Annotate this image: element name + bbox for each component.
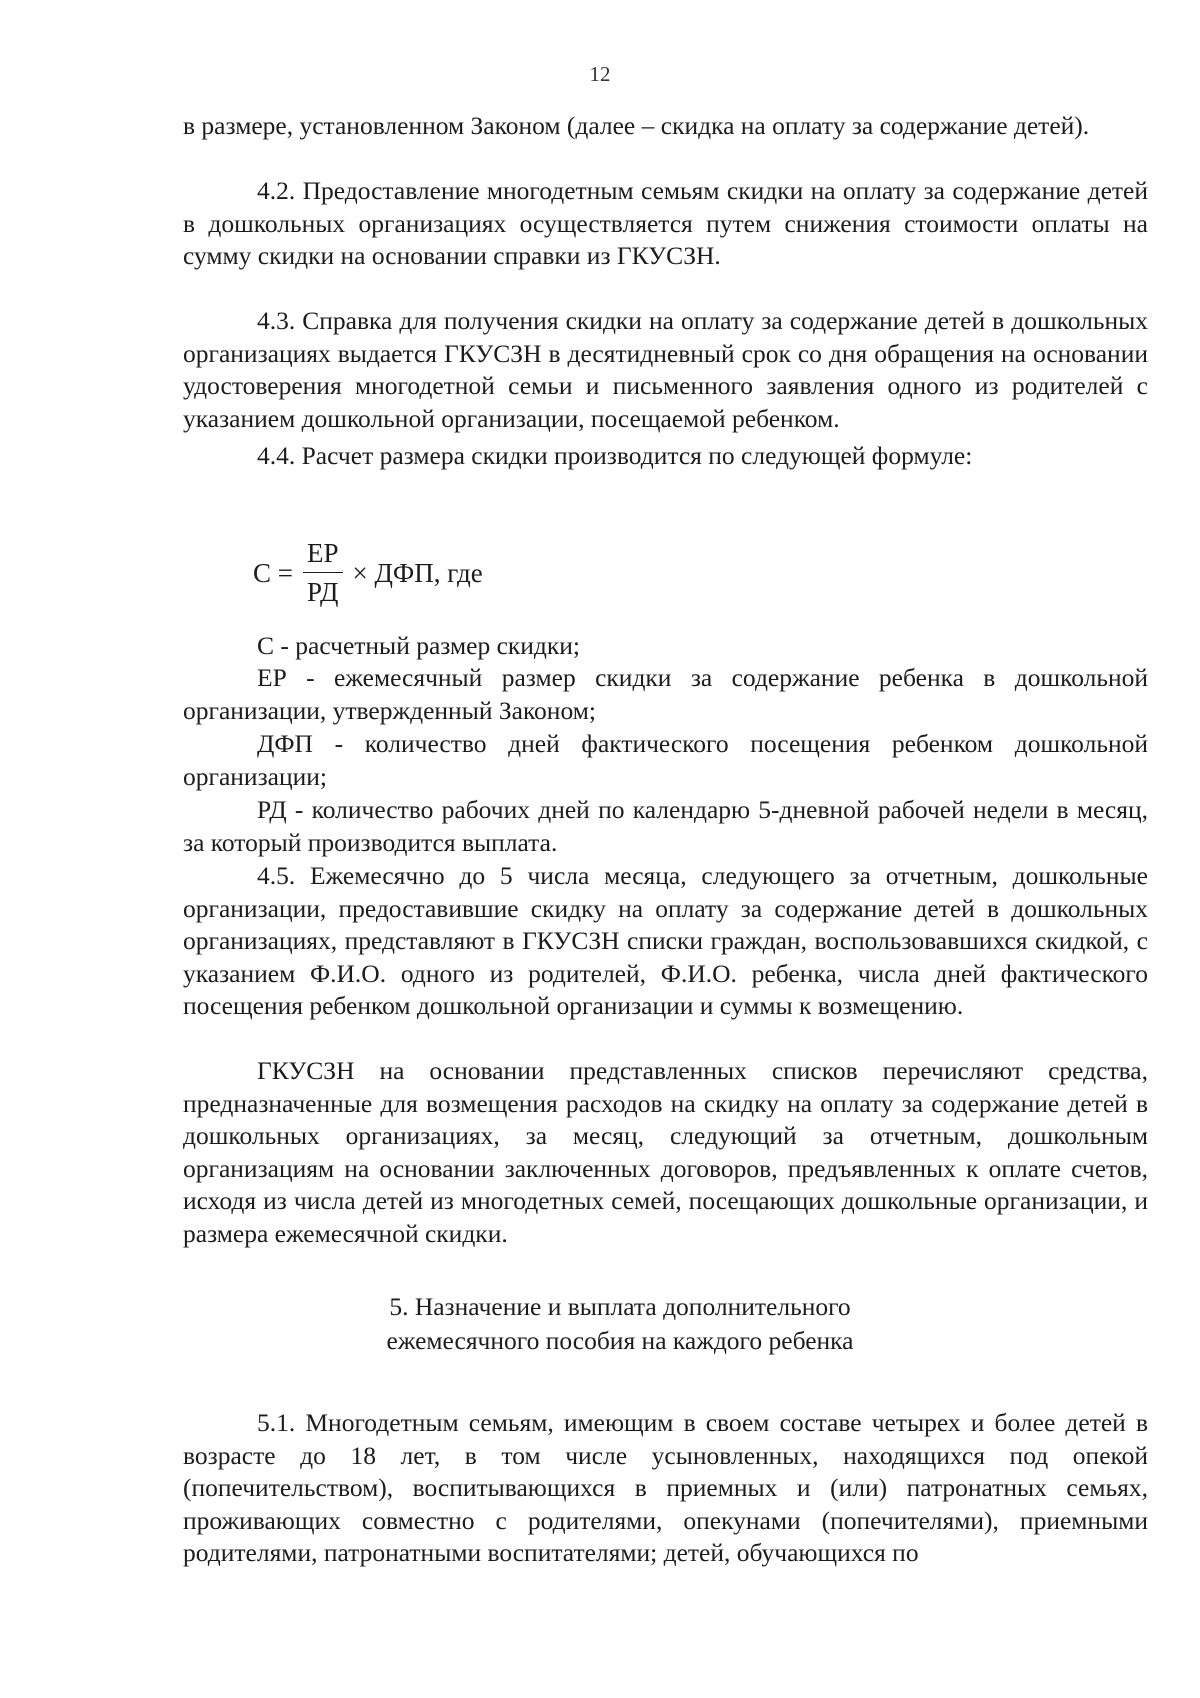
definition-dfp: ДФП - количество дней фактического посещения ребенком дошкольной организации;: [183, 729, 1148, 791]
formula-denominator: РД: [307, 577, 339, 607]
paragraph-4-3: 4.3. Справка для получения скидки на оплату за содержание детей в дошкольных организациях выдается ГКУСЗН в десятидневный срок со дня обращения на основании удостоверения многодетной семьи и письменного заявления одного из родителей с указанием дошкольной организации, посещаемой ребенком.: [183, 306, 1148, 433]
paragraph-4-5-reimbursement: ГКУСЗН на основании представленных списков перечисляют средства, предназначенные для возмещения расходов на скидку на оплату за содержание детей в дошкольных организациях, за месяц, следующий за отчетным, дошкольным организациям на основании заключенных договоров, предъявленных к оплате счетов, исходя из числа детей из многодетных семей, посещающих дошкольные организации, и размера ежемесячной скидки.: [183, 1056, 1148, 1248]
paragraph-5-1: 5.1. Многодетным семьям, имеющим в своем составе четырех и более детей в возрасте до 18 лет, в том числе усыновленных, находящихся под опекой (попечительством), воспитывающихся в приемных и (или) патронатных семьях, проживающих совместно с родителями, опекунами (попечителями), приемными родителями, патронатными воспитателями; детей, обучающихся по: [183, 1408, 1148, 1567]
page-number: 12: [589, 62, 611, 86]
formula-numerator: ЕР: [303, 540, 343, 573]
paragraph-4-5: 4.5. Ежемесячно до 5 числа месяца, следующего за отчетным, дошкольные организации, предоставившие скидку на оплату за содержание детей в дошкольных организациях, представляют в ГКУСЗН списки граждан, воспользовавшихся скидкой, с указанием Ф.И.О. одного из родителей, Ф.И.О. ребенка, числа дней фактического посещения ребенком дошкольной организации и суммы к возмещению.: [183, 861, 1148, 1020]
definition-ep: ЕР - ежемесячный размер скидки за содержание ребенка в дошкольной организации, утвержденный Законом;: [183, 663, 1148, 725]
paragraph-4-2: 4.2. Предоставление многодетным семьям скидки на оплату за содержание детей в дошкольных организациях осуществляется путем снижения стоимости оплаты на сумму скидки на основании справки из ГКУСЗН.: [183, 176, 1148, 270]
formula-rhs: × ДФП, где: [352, 557, 483, 588]
section-5-title-line-1: 5. Назначение и выплата дополнительного: [389, 1292, 851, 1321]
formula-lhs: С =: [253, 557, 293, 588]
definition-c: С - расчетный размер скидки;: [257, 631, 581, 660]
discount-formula: [253, 540, 483, 606]
definition-rd: РД - количество рабочих дней по календарю 5-дневной рабочей недели в месяц, за который производится выплата.: [183, 795, 1148, 857]
paragraph-continuation: в размере, установленном Законом (далее – скидка на оплату за содержание детей).: [183, 111, 1090, 140]
formula-fraction: [303, 540, 343, 606]
section-5-title-line-2: ежемесячного пособия на каждого ребенка: [386, 1326, 854, 1355]
paragraph-4-4: 4.4. Расчет размера скидки производится по следующей формуле:: [257, 441, 973, 470]
